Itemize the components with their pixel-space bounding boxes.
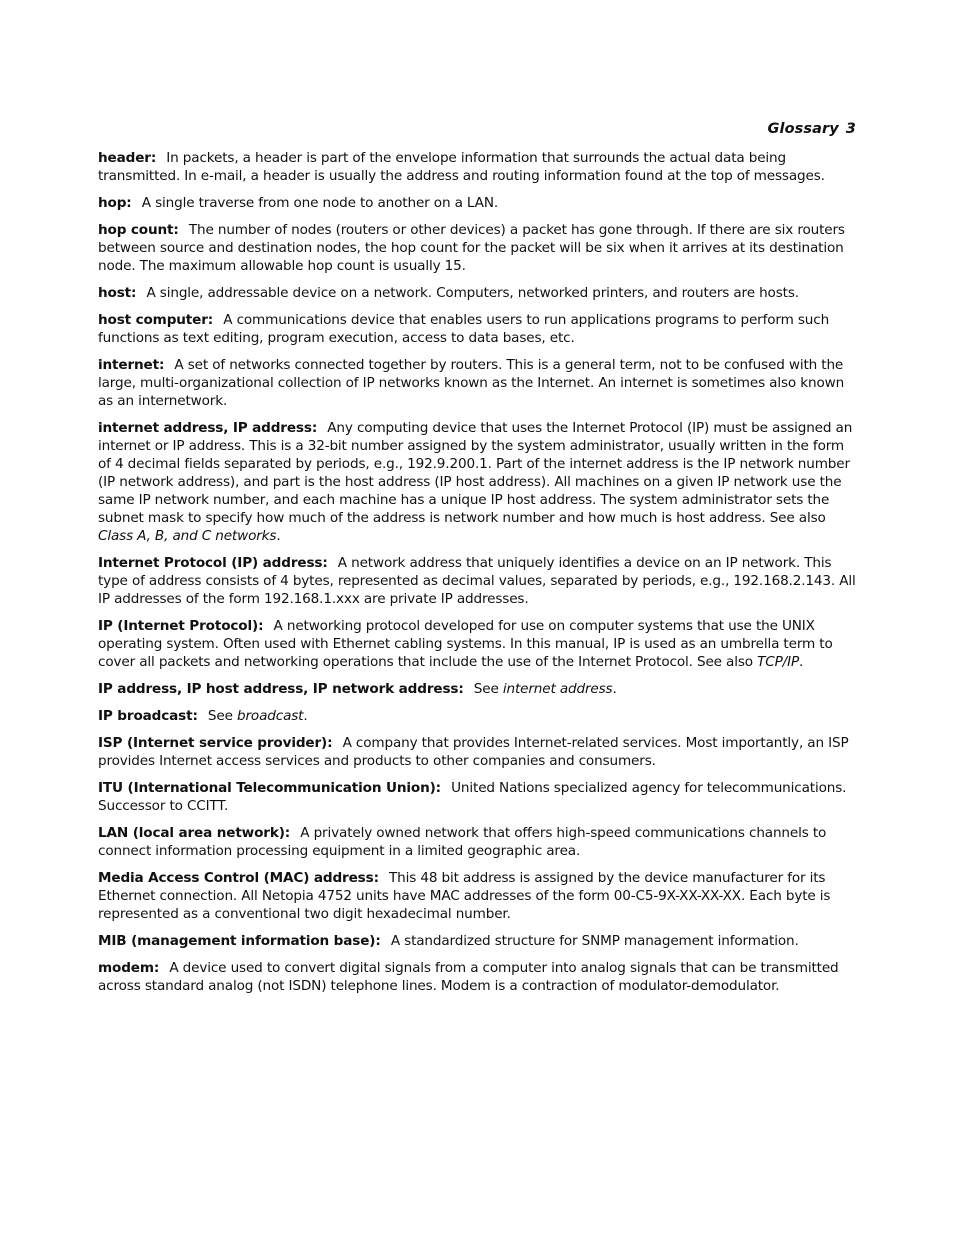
glossary-entry-ip [98,617,858,671]
glossary-definition-end: . [799,654,804,670]
page-number: 3 [845,121,856,137]
glossary-entry-lan [98,824,858,860]
glossary-term: hop: [98,195,132,211]
glossary-definition-end: . [612,681,617,697]
cross-reference: Class A, B, and C networks [98,528,277,544]
glossary-term: modem: [98,960,160,976]
glossary-definition: A single traverse from one node to another on a LAN. [141,195,499,211]
glossary-entry-ip-broadcast [98,707,858,725]
glossary-definition: A single, addressable device on a network. Computers, networked printers, and routers are hosts. [146,285,799,301]
glossary-definition: See [207,708,233,724]
glossary-definition: A networking protocol developed for use on computer systems that use the UNIX operating system. Often used with Ethernet cabling systems. In this manual, IP is used as an umbrella term to cover all packets and networking operations that include the use of the Internet Protocol. See also [98,618,833,670]
running-head [98,119,856,139]
glossary-entry-header [98,149,858,185]
glossary-term: IP broadcast: [98,708,198,724]
glossary-entry-hop-count [98,221,858,275]
glossary-definition: United Nations specialized agency for telecommunications. Successor to CCITT. [98,780,847,814]
glossary-entry-isp [98,734,858,770]
glossary-definition-end: . [276,528,281,544]
glossary-definition: A network address that uniquely identifies a device on an IP network. This type of address consists of 4 bytes, represented as decimal values, separated by periods, e.g., 192.168.2.143. All IP addresses of the form 192.168.1.xxx are private IP addresses. [98,555,856,607]
glossary-definition: A standardized structure for SNMP management information. [390,933,799,949]
glossary-term: IP address, IP host address, IP network address: [98,681,464,697]
glossary-term: internet: [98,357,165,373]
cross-reference: TCP/IP [757,654,800,670]
glossary-definition: This 48 bit address is assigned by the device manufacturer for its Ethernet connection. All Netopia 4752 units have MAC addresses of the form 00-C5-9X-XX-XX-XX. Each byte is represented as a conventional two digit hexadecimal number. [98,870,831,922]
glossary-term: LAN (local area network): [98,825,291,841]
glossary-entry-mac-address [98,869,858,923]
glossary-definition: A company that provides Internet-related services. Most importantly, an ISP provides Internet access services and products to other companies and consumers. [98,735,849,769]
glossary-term: host: [98,285,137,301]
glossary-definition: A communications device that enables users to run applications programs to perform such functions as text editing, program execution, access to data bases, etc. [98,312,830,346]
glossary-entry-internet [98,356,858,410]
glossary-entries [98,149,858,995]
glossary-definition: Any computing device that uses the Internet Protocol (IP) must be assigned an internet or IP address. This is a 32-bit number assigned by the system administrator, usually written in the form of 4 decimal fields separated by periods, e.g., 192.9.200.1. Part of the internet address is the IP network number (IP network address), and part is the host address (IP host address). All machines on a given IP network use the same IP network number, and each machine has a unique IP host address. The system administrator sets the subnet mask to specify how much of the address is network number and how much is host address. See also [98,420,853,526]
glossary-page [98,119,858,1004]
glossary-entry-ip-address [98,680,858,698]
glossary-definition: A device used to convert digital signals from a computer into analog signals that can be transmitted across standard analog (not ISDN) telephone lines. Modem is a contraction of modulator-demodulator. [98,960,839,994]
glossary-term: ISP (Internet service provider): [98,735,333,751]
glossary-term: hop count: [98,222,179,238]
glossary-definition: See [473,681,499,697]
glossary-entry-internet-address [98,419,858,545]
glossary-term: Internet Protocol (IP) address: [98,555,328,571]
glossary-definition: A privately owned network that offers high-speed communications channels to connect information processing equipment in a limited geographic area. [98,825,827,859]
glossary-definition: The number of nodes (routers or other devices) a packet has gone through. If there are six routers between source and destination nodes, the hop count for the packet will be six when it arrives at its destination node. The maximum allowable hop count is usually 15. [98,222,845,274]
glossary-entry-itu [98,779,858,815]
glossary-term: Media Access Control (MAC) address: [98,870,379,886]
glossary-term: header: [98,150,157,166]
glossary-term: host computer: [98,312,214,328]
glossary-definition: In packets, a header is part of the envelope information that surrounds the actual data being transmitted. In e-mail, a header is usually the address and routing information found at the top of messages. [98,150,825,184]
glossary-entry-modem [98,959,858,995]
glossary-definition-end: . [303,708,308,724]
glossary-term: IP (Internet Protocol): [98,618,264,634]
glossary-entry-mib [98,932,858,950]
cross-reference: broadcast [237,708,304,724]
glossary-term: ITU (International Telecommunication Union): [98,780,441,796]
glossary-entry-host-computer [98,311,858,347]
glossary-entry-host [98,284,858,302]
cross-reference: internet address [502,681,613,697]
glossary-entry-internet-protocol-address [98,554,858,608]
glossary-entry-hop [98,194,858,212]
glossary-term: internet address, IP address: [98,420,318,436]
glossary-definition: A set of networks connected together by routers. This is a general term, not to be confused with the large, multi-organizational collection of IP networks known as the Internet. An internet is sometimes also known as an internetwork. [98,357,845,409]
glossary-term: MIB (management information base): [98,933,381,949]
section-title: Glossary [767,121,839,137]
